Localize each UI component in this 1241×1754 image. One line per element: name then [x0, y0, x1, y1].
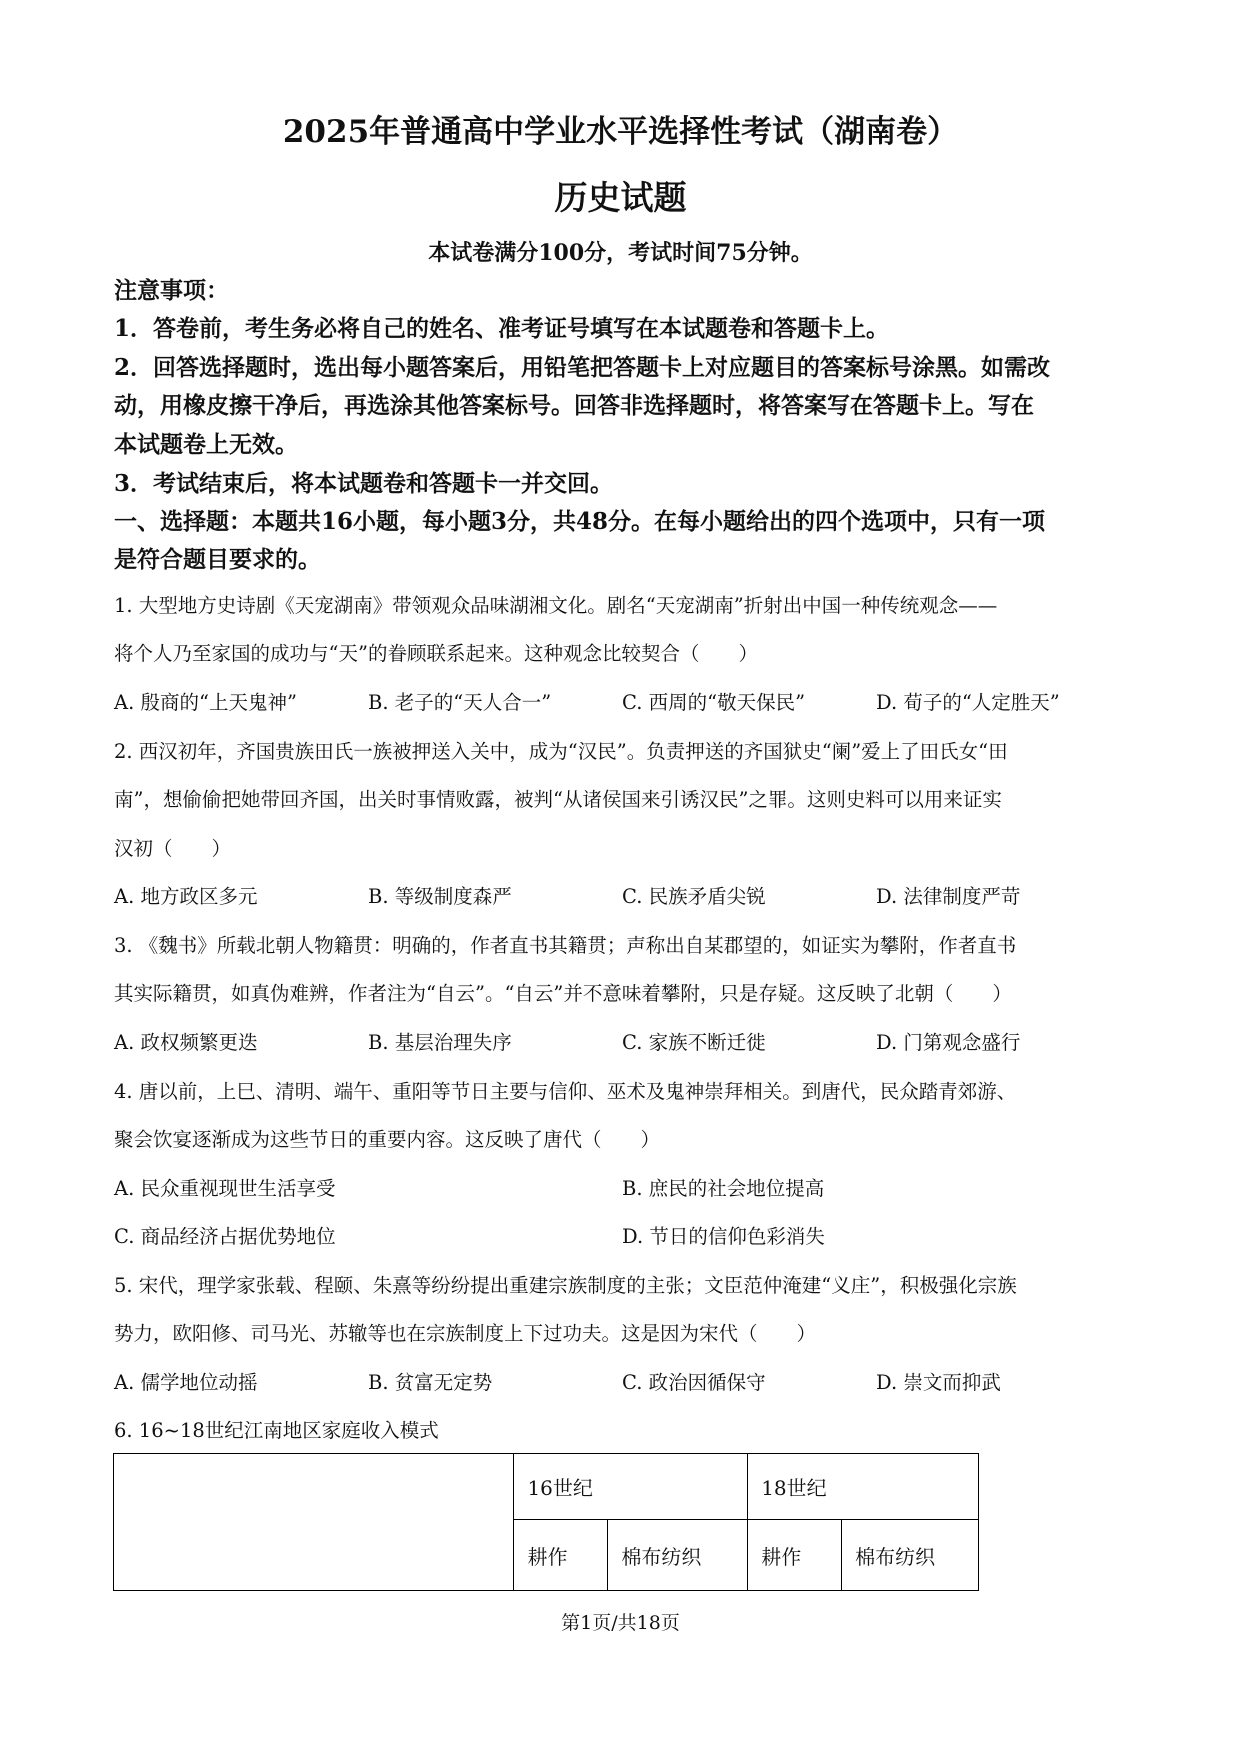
question-stem: 4. 唐以前，上巳、清明、端午、重阳等节日主要与信仰、巫术及鬼神崇拜相关。到唐代，民众踏青郊游、	[114, 1080, 1017, 1103]
question-stem: 将个人乃至家国的成功与“天”的眷顾联系起来。这种观念比较契合（ ）	[114, 642, 758, 665]
option-d: D. 节日的信仰色彩消失	[622, 1225, 825, 1248]
option-b: B. 庶民的社会地位提高	[622, 1177, 825, 1200]
option-a: A. 地方政区多元	[114, 885, 258, 908]
exam-title: 2025年普通高中学业水平选择性考试（湖南卷）	[282, 114, 959, 150]
score-info: 本试卷满分100分，考试时间75分钟。	[428, 240, 813, 266]
notice-line: 1．答卷前，考生务必将自己的姓名、准考证号填写在本试题卷和答题卡上。	[114, 315, 890, 342]
question-stem: 聚会饮宴逐渐成为这些节日的重要内容。这反映了唐代（ ）	[114, 1128, 661, 1151]
notice-line: 2．回答选择题时，选出每小题答案后，用铅笔把答题卡上对应题目的答案标号涂黑。如需改	[114, 354, 1051, 381]
section-heading: 是符合题目要求的。	[114, 546, 321, 573]
option-c: C. 商品经济占据优势地位	[114, 1225, 336, 1248]
option-b: B. 等级制度森严	[368, 885, 512, 908]
table-subheader-cell: 耕作	[748, 1520, 842, 1591]
page-footer: 第1页/共18页	[561, 1612, 680, 1634]
option-c: C. 西周的“敬天保民”	[622, 691, 806, 714]
section-heading: 一、选择题：本题共16小题，每小题3分，共48分。在每小题给出的四个选项中，只有一项	[114, 508, 1046, 535]
question-stem: 势力，欧阳修、司马光、苏辙等也在宗族制度上下过功夫。这是因为宋代（ ）	[114, 1322, 817, 1345]
option-b: B. 基层治理失序	[368, 1031, 512, 1054]
option-a: A. 殷商的“上天鬼神”	[114, 691, 297, 714]
option-a: A. 民众重视现世生活享受	[114, 1177, 336, 1200]
option-b: B. 贫富无定势	[368, 1371, 493, 1394]
option-d: D. 荀子的“人定胜天”	[876, 691, 1060, 714]
option-d: D. 法律制度严苛	[876, 885, 1021, 908]
table-header-cell: 18世纪	[748, 1454, 979, 1520]
notice-line: 动，用橡皮擦干净后，再选涂其他答案标号。回答非选择题时，将答案写在答题卡上。写在	[114, 392, 1034, 419]
table-header-cell: 16世纪	[514, 1454, 748, 1520]
question-stem: 5. 宋代，理学家张载、程颐、朱熹等纷纷提出重建宗族制度的主张；文臣范仲淹建“义庄”，积极强化宗族	[114, 1274, 1017, 1297]
income-pattern-table	[113, 1453, 979, 1591]
question-stem: 汉初（ ）	[114, 837, 232, 860]
question-stem: 南”，想偷偷把她带回齐国，出关时事情败露，被判“从诸侯国来引诱汉民”之罪。这则史料可以用来证实	[114, 788, 1002, 811]
option-a: A. 儒学地位动摇	[114, 1371, 258, 1394]
option-c: C. 家族不断迁徙	[622, 1031, 766, 1054]
option-b: B. 老子的“天人合一”	[368, 691, 552, 714]
question-stem: 1. 大型地方史诗剧《天宠湖南》带领观众品味湖湘文化。剧名“天宠湖南”折射出中国一种传统观念——	[114, 594, 998, 617]
question-stem: 2. 西汉初年，齐国贵族田氏一族被押送入关中，成为“汉民”。负责押送的齐国狱史“阑”爱上了田氏女“田	[114, 740, 1008, 763]
option-c: C. 民族矛盾尖锐	[622, 885, 766, 908]
table-subheader-cell: 耕作	[514, 1520, 608, 1591]
table-subheader-cell: 棉布纺织	[842, 1520, 979, 1591]
table-subheader-cell: 棉布纺织	[608, 1520, 748, 1591]
option-d: D. 崇文而抑武	[876, 1371, 1001, 1394]
notice-heading: 注意事项：	[114, 277, 229, 304]
question-stem: 其实际籍贯，如真伪难辨，作者注为“自云”。“自云”并不意味着攀附，只是存疑。这反映了北朝（ ）	[114, 982, 1012, 1005]
table-row	[114, 1454, 979, 1520]
option-a: A. 政权频繁更迭	[114, 1031, 258, 1054]
table-corner-cell	[114, 1454, 514, 1591]
notice-line: 本试题卷上无效。	[114, 431, 298, 458]
option-c: C. 政治因循保守	[622, 1371, 766, 1394]
notice-line: 3．考试结束后，将本试题卷和答题卡一并交回。	[114, 470, 614, 497]
question-stem: 3. 《魏书》所载北朝人物籍贯：明确的，作者直书其籍贯；声称出自某郡望的，如证实为攀附，作者直书	[114, 934, 1017, 957]
question-stem: 6. 16~18世纪江南地区家庭收入模式	[114, 1419, 439, 1442]
option-d: D. 门第观念盛行	[876, 1031, 1021, 1054]
subject-title: 历史试题	[554, 178, 687, 217]
